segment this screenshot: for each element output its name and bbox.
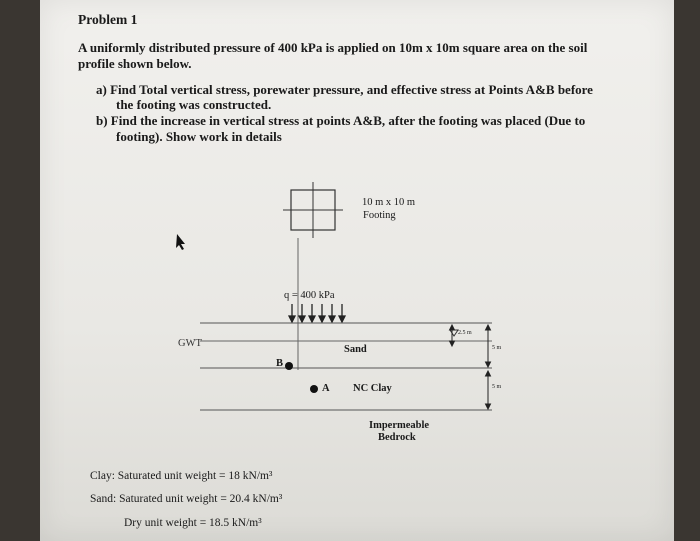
mouse-cursor-icon [174,234,186,250]
footing-plan-square [283,182,343,238]
point-b-marker [285,362,293,370]
point-b-label: B [276,358,284,369]
problem-sheet [40,0,674,541]
question-b-line-1: b) Find the increase in vertical stress at points A&B, after the footing was placed (Due to [96,113,586,128]
footing-label-line-1: 10 m x 10 m [362,197,416,208]
clay-property: Clay: Saturated unit weight = 18 kN/m³ [90,470,273,482]
question-a-line-2: the footing was constructed. [116,97,272,112]
problem-intro-line-1: A uniformly distributed pressure of 400 kPa is applied on 10m x 10m square area on the soil [78,40,588,55]
sand-saturated-property: Sand: Saturated unit weight = 20.4 kN/m³ [90,493,283,505]
problem-intro-line-2: profile shown below. [78,56,192,71]
bedrock-label-line-2: Bedrock [378,432,416,443]
question-b-line-2: footing). Show work in details [116,129,282,144]
gwt-label: GWT [178,338,202,349]
point-a-label: A [322,383,330,394]
gwt-depth-label: 2.5 m [458,330,472,336]
sand-layer-label: Sand [344,344,367,355]
clay-layer-label: NC Clay [353,383,392,394]
water-table-symbol [450,330,458,336]
soil-profile-diagram [40,0,674,541]
bedrock-label-line-1: Impermeable [369,420,430,431]
clay-thickness-label: 5 m [492,384,502,390]
sand-dry-property: Dry unit weight = 18.5 kN/m³ [124,517,262,529]
clay-thickness-dimension [486,371,491,409]
problem-title: Problem 1 [78,12,138,27]
load-arrows [289,304,345,322]
load-label: q = 400 kPa [284,290,335,301]
footing-label-line-2: Footing [363,210,396,221]
sand-thickness-dimension [486,325,491,367]
question-a-line-1: a) Find Total vertical stress, porewater pressure, and effective stress at Points A&B before [96,82,593,97]
point-a-marker [310,385,318,393]
sand-thickness-label: 5 m [492,345,502,351]
